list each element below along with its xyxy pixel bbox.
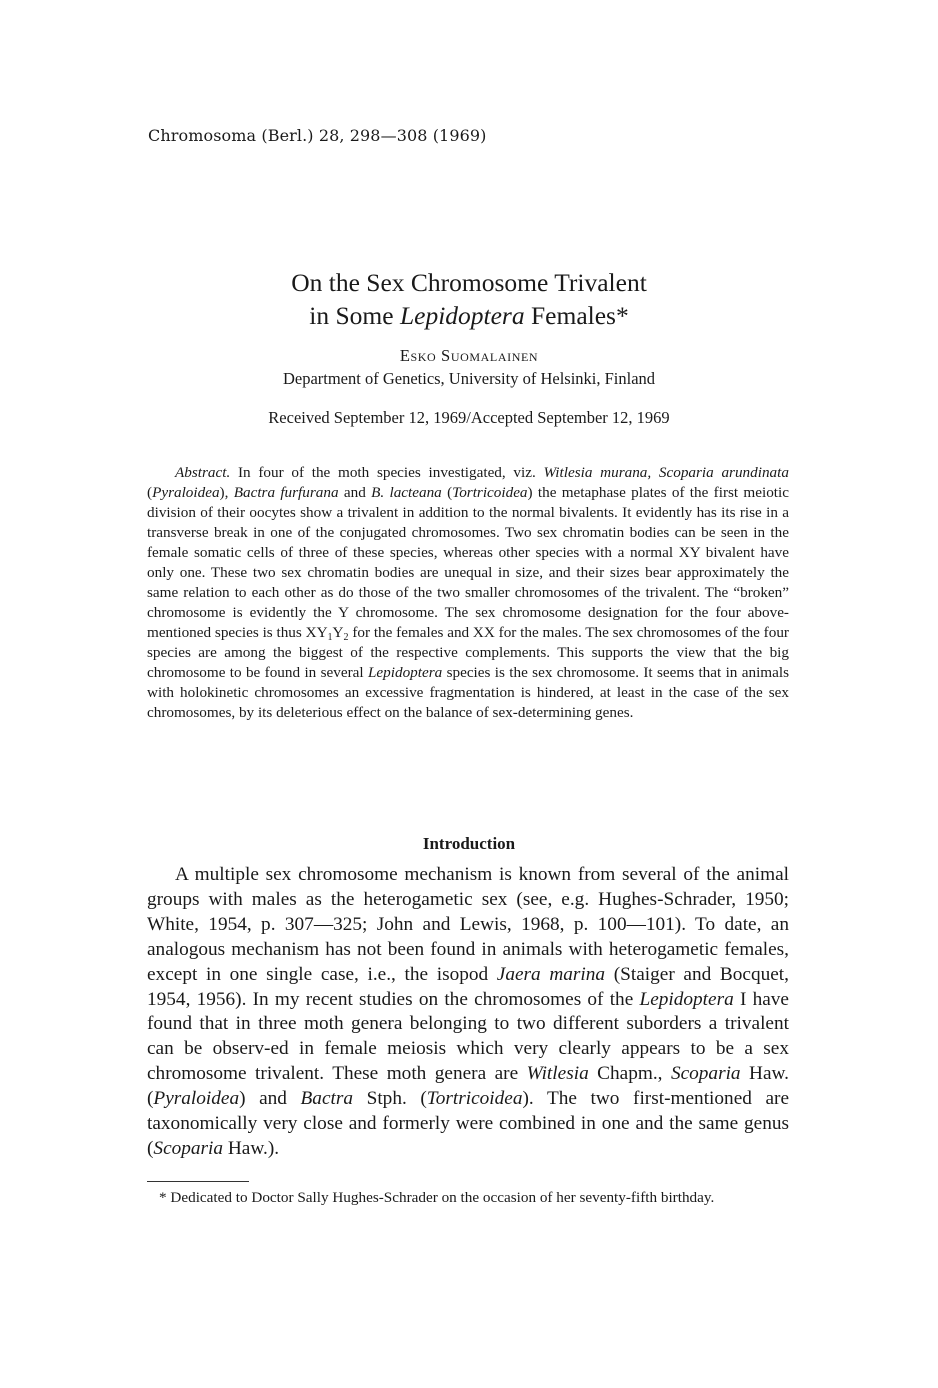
species-name: Scoparia arundinata: [658, 464, 789, 481]
title-suffix: Females: [524, 301, 616, 330]
species-name: Jaera marina: [496, 963, 606, 985]
title-line-1: On the Sex Chromosome Trivalent: [291, 268, 647, 297]
species-name: Bactra furfurana: [233, 484, 339, 501]
taxon-name: Scoparia: [670, 1063, 741, 1085]
taxon-name: Witlesia: [526, 1063, 589, 1085]
subscript: 2: [343, 632, 349, 643]
body-text: (Staiger and Bocquet, 1954, 1956). In my recent studies on the chromosomes of the: [147, 963, 789, 1010]
received-date: Received September 12, 1969/Accepted September 12, 1969: [268, 408, 670, 427]
abstract-text: (: [441, 484, 453, 501]
abstract-text: In four of the moth species investigated, viz.: [230, 464, 544, 481]
title-block: [0, 266, 938, 428]
title-line-2: [0, 299, 938, 332]
abstract-text: (: [147, 484, 153, 501]
taxon-name: Tortricoidea: [426, 1088, 523, 1110]
taxon-name: Pyraloidea: [152, 484, 220, 501]
title-prefix: in Some: [309, 301, 400, 330]
title-footnote-mark: *: [615, 301, 629, 330]
taxon-name: Tortricoidea: [452, 484, 528, 501]
section-heading-introduction: Introduction: [422, 834, 516, 853]
footnote-divider: [147, 1181, 249, 1182]
species-name: B. lacteana: [371, 484, 442, 501]
author-name: Esko Suomalainen: [399, 346, 539, 365]
taxon-name: Bactra: [300, 1088, 354, 1110]
body-text: Haw. (: [147, 1063, 789, 1110]
abstract-text: for the females and XX for the males. The sex chromosomes of the four species are among the biggest of the respective complements. This supports the view that the big chromosome to be found in several: [147, 624, 789, 681]
abstract-text: ),: [219, 484, 234, 501]
running-head: Chromosoma (Berl.) 28, 298—308 (1969): [148, 126, 487, 145]
footnote: * Dedicated to Doctor Sally Hughes-Schrader on the occasion of her seventy-fifth birthday.: [159, 1189, 715, 1206]
abstract-label: Abstract.: [175, 464, 231, 481]
body-text: Chapm.,: [588, 1063, 671, 1085]
body-text: A multiple sex chromosome mechanism is known from several of the animal groups with males as the heterogametic sex (see, e.g. Hughes-Schrader, 1950; White, 1954, p. 307—325; John and Lewis, 1968, p. 100—101). To date, an analogous mechanism has not been found in animals with heterogametic females, except in one single case, i.e., the isopod: [147, 864, 789, 985]
species-name: Witlesia murana,: [543, 464, 652, 481]
body-text: ). The two first-mentioned are taxonomically very close and formerly were combined in one and the same genus (: [147, 1088, 790, 1159]
taxon-name: Lepidoptera: [367, 664, 443, 681]
body-text: Stph. (: [353, 1088, 427, 1110]
abstract-text: species is the sex chromosome. It seems that in animals with holokinetic chromosomes an excessive fragmentation is hindered, at least in the case of the sex chromosomes, by its deleterious effect on the balance of sex-determining genes.: [147, 664, 789, 721]
body-text: I have found that in three moth genera belonging to two different suborders a trivalent can be observ-ed in female meiosis which very clearly appears to be a sex chromosome trivalent. These moth genera are: [147, 988, 789, 1085]
taxon-name: Pyraloidea: [153, 1088, 240, 1110]
abstract-text: ) the metaphase plates of the first meiotic division of their oocytes show a trivalent in addition to the normal bivalents. It evidently has its rise in a transverse break in one of the conjugated chromosomes. Two sex chromatin bodies can be seen in the female somatic cells of three of these species, whereas other species with a normal XY bivalent have only one. These two sex chromatin bodies are unequal in size, and their sizes bear approximately the same relation to each other as do those of the two smaller chromosomes of the trivalent. The “broken” chromosome is evidently the Y chromosome. The sex chromosome designation for the four above-mentioned species is thus XY: [147, 484, 789, 641]
abstract-text: and: [338, 484, 372, 501]
taxon-name: Lepidoptera: [639, 988, 734, 1010]
abstract-text: [651, 464, 659, 481]
affiliation: Department of Genetics, University of Helsinki, Finland: [282, 369, 656, 388]
body-text: Haw.).: [223, 1137, 280, 1159]
abstract: [147, 463, 789, 723]
body-text: ) and: [239, 1088, 301, 1110]
introduction-paragraph: [147, 863, 789, 1162]
abstract-text: Y: [332, 624, 344, 641]
subscript: 1: [327, 632, 333, 643]
title-taxon: Lepidoptera: [399, 301, 525, 330]
taxon-name: Scoparia: [153, 1137, 224, 1159]
